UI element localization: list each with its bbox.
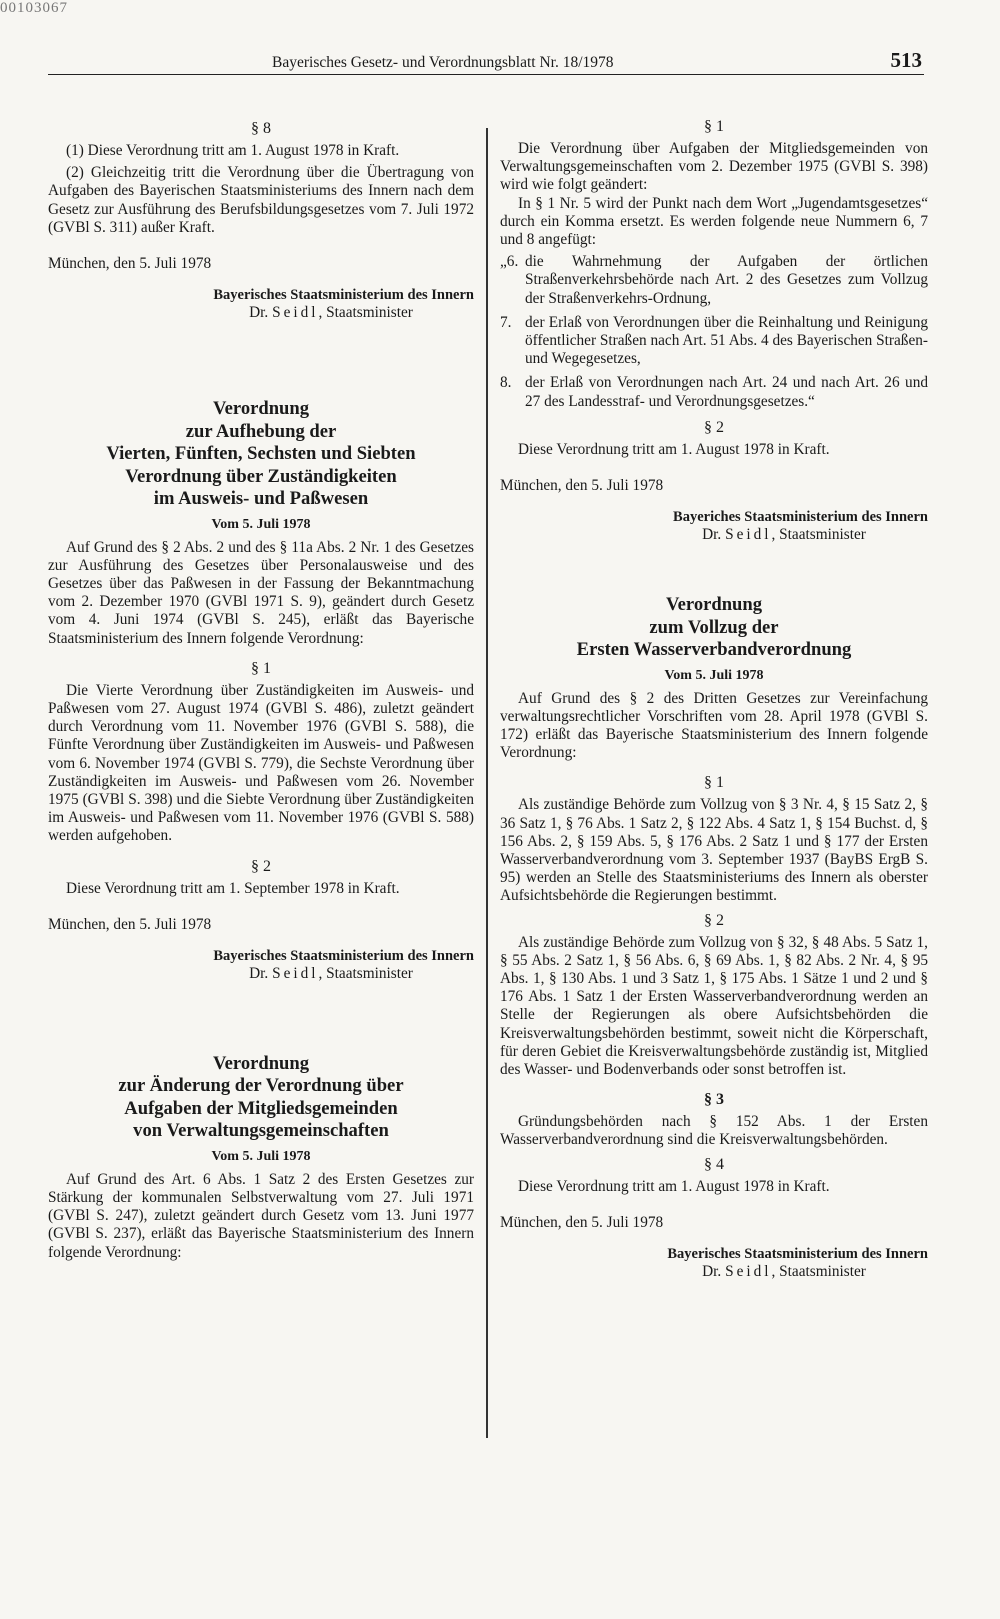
right-column (500, 118, 928, 1281)
title-line: Aufgaben der Mitgliedsgemeinden (124, 1097, 398, 1119)
item-text: der Erlaß von Verordnungen nach Art. 24 und nach Art. 26 und 27 des Landesstraf- und Verordnungsgesetzes.“ (525, 374, 928, 410)
paragraph: Die Vierte Verordnung über Zuständigkeiten im Ausweis- und Paßwesen vom 27. August 1974 (GVBl S. 486), zuletzt geändert durch Verordnung vom 11. November 1976 (GVBl S. 588), die Fünfte Verordnung über Zuständigkeiten im Ausweis- und Paßwesen vom 6. November 1974 (GVBl S. 779), die Sechste Verordnung über Zuständigkeiten im Ausweis- und Paßwesen vom 26. November 1975 (GVBl S. 398) und die Siebte Verordnung über Zuständigkeiten im Ausweis- und Paßwesen vom 11. November 1976 (GVBl S. 588) werden aufgehoben. (48, 681, 474, 845)
signer-prefix: Dr. (702, 526, 722, 544)
left-column (48, 120, 474, 1262)
title-line: Vierten, Fünften, Sechsten und Siebten (106, 443, 416, 465)
signer-name: Seidl (272, 304, 319, 322)
title-line: Ersten Wasserverbandverordnung (576, 639, 852, 661)
signature (188, 965, 474, 983)
paragraph: In § 1 Nr. 5 wird der Punkt nach dem Wort „Jugendamtsgesetzes“ durch ein Komma ersetzt. Es werden folgende neue Nummern 6, 7 und 8 angefügt: (500, 194, 928, 249)
title-line: Verordnung (665, 594, 763, 616)
place-date: München, den 5. Juli 1978 (48, 915, 212, 933)
signer-name: Seidl (272, 964, 319, 982)
paragraph: Die Verordnung über Aufgaben der Mitgliedsgemeinden von Verwaltungsgemeinschaften vom 2. Dezember 1975 (GVBl S. 398) wird wie folgt geändert: (500, 140, 928, 194)
page-id: 00103067 (0, 0, 68, 16)
preamble: Auf Grund des Art. 6 Abs. 1 Satz 2 des Ersten Gesetzes zur Stärkung der kommunalen Selbstverwaltung vom 27. Juli 1971 (GVBl S. 247), zuletzt geändert durch Gesetz vom 13. Juni 1977 (GVBl S. 237), erläßt das Bayerische Staatsministerium des Innern folgende Verordnung: (48, 1170, 474, 1261)
header-title: Bayerisches Gesetz- und Verordnungsblatt Nr. 18/1978 (272, 54, 614, 71)
title-line: Verordnung (212, 398, 310, 420)
item-number: 7. (500, 313, 512, 331)
title-line: zur Änderung der Verordnung über (118, 1075, 404, 1097)
item-text: der Erlaß von Verordnungen über die Reinhaltung und Reinigung öffentlicher Straßen nach Art. 51 Abs. 4 des Bayerischen Straßen- und Wegegesetzes, (525, 313, 928, 368)
signer-role: , Staatsminister (318, 304, 413, 322)
section-heading: § 2 (704, 418, 724, 436)
authority: Bayerisches Staatsministerium des Innern (213, 947, 474, 964)
item-text: die Wahrnehmung der Aufgaben der örtlichen Straßenverkehrsbehörde nach Art. 2 des Gesetzes zum Vollzug der Straßenverkehrs-Ordnung, (525, 253, 928, 307)
ordinance-date: Vom 5. Juli 1978 (211, 1148, 311, 1164)
signature (188, 304, 474, 322)
item-number: 8. (500, 374, 512, 392)
signer-prefix: Dr. (249, 304, 269, 322)
paragraph: Gründungsbehörden nach § 152 Abs. 1 der Ersten Wasserverbandverordnung sind die Kreisverwaltungsbehörden. (500, 1113, 928, 1149)
authority: Bayeriches Staatsministerium des Innern (673, 509, 928, 526)
list-item (500, 314, 928, 369)
title-line: Verordnung (212, 1052, 310, 1074)
section-heading: § 1 (251, 659, 271, 677)
paragraph: Als zuständige Behörde zum Vollzug von § 32, § 48 Abs. 5 Satz 1, § 55 Abs. 2 Satz 1, § 56 Abs. 6, § 69 Abs. 1, § 82 Abs. 2 Nr. 4, § 95 Abs. 1, § 130 Abs. 1 und 3 Satz 1, § 175 Abs. 1 Sätze 1 und 2 und § 176 Abs. 1 Satz 1 der Ersten Wasserverbandverordnung werden an Stelle der Regierungen als obere Aufsichtsbehörden die Kreisverwaltungsbehörden bestimmt, soweit nicht die Körperschaft, für deren Gebiet die Kreisverwaltungsbehörde zuständig ist, Mitglied des Wasser- und Bodenverbands oder sonst betroffen ist. (500, 933, 928, 1078)
section-heading: § 2 (704, 911, 724, 929)
title-line: von Verwaltungsgemeinschaften (133, 1120, 389, 1142)
place-date: München, den 5. Juli 1978 (500, 477, 664, 495)
section-heading: § 4 (704, 1155, 724, 1173)
paragraph: (2) Gleichzeitig tritt die Verordnung über die Übertragung von Aufgaben des Bayerischen Staatsministeriums des Innern nach dem Gesetz zur Ausführung des Berufsbildungsgesetzes vom 7. Juli 1972 (GVBl S. 311) außer Kraft. (48, 164, 474, 236)
preamble: Auf Grund des § 2 des Dritten Gesetzes zur Vereinfachung verwaltungsrechtlicher Vorschriften vom 28. April 1978 (GVBl S. 172) erläßt das Bayerische Staatsministerium des Innern folgende Verordnung: (500, 689, 928, 762)
title-line: zur Aufhebung der (185, 420, 337, 442)
signer-role: , Staatsminister (318, 964, 413, 982)
list-item (500, 374, 928, 410)
item-number: „6. (500, 253, 519, 271)
paragraph: Diese Verordnung tritt am 1. August 1978 in Kraft. (518, 440, 830, 458)
paragraph: Als zuständige Behörde zum Vollzug von § 3 Nr. 4, § 15 Satz 2, § 36 Satz 1, § 76 Abs. 1 Satz 2, § 122 Abs. 4 Satz 1, § 154 Buchst. d, § 156 Abs. 2, § 159 Abs. 5, § 176 Abs. 2 Satz 1 und § 177 der Ersten Wasserverbandverordnung vom 3. September 1937 (BayBS ErgB S. 95) werden an Stelle des Staatsministeriums des Innern als oberster Aufsichtsbehörde die Regierungen bestimmt. (500, 796, 928, 905)
place-date: München, den 5. Juli 1978 (48, 255, 212, 273)
signature (640, 1263, 928, 1281)
section-heading: § 1 (704, 774, 724, 792)
title-line: Verordnung über Zuständigkeiten (125, 465, 397, 487)
section-heading: § 3 (704, 1091, 724, 1109)
paragraph: Diese Verordnung tritt am 1. August 1978 in Kraft. (518, 1177, 830, 1195)
signer-name: Seidl (725, 526, 772, 544)
place-date: München, den 5. Juli 1978 (500, 1213, 664, 1231)
ordinance-date: Vom 5. Juli 1978 (664, 667, 764, 683)
paragraph: Diese Verordnung tritt am 1. September 1978 in Kraft. (66, 879, 400, 897)
signer-prefix: Dr. (249, 964, 269, 982)
signature (640, 526, 928, 544)
title-line: im Ausweis- und Paßwesen (153, 488, 369, 510)
amendment-list (500, 253, 928, 411)
authority: Bayerisches Staatsministerium des Innern (667, 1245, 928, 1262)
signer-role: , Staatsminister (771, 1262, 866, 1280)
list-item (500, 253, 928, 308)
column-divider (486, 128, 488, 1438)
section-heading: § 2 (251, 857, 271, 875)
ordinance-title (48, 398, 474, 511)
page-number: 513 (890, 48, 922, 72)
section-heading: § 8 (251, 120, 271, 137)
preamble: Auf Grund des § 2 Abs. 2 und des § 11a Abs. 2 Nr. 1 des Gesetzes zur Ausführung des Gesetzes über Personalausweise und des Gesetzes über das Paßwesen in der Fassung der Bekanntmachung vom 2. Dezember 1970 (GVBl 1971 S. 9), geändert durch Gesetz vom 4. Juni 1974 (GVBl S. 245), erläßt das Bayerische Staatsministerium des Innern folgende Verordnung: (48, 538, 474, 647)
signer-prefix: Dr. (702, 1262, 722, 1280)
title-line: zum Vollzug der (649, 616, 779, 638)
ordinance-title (48, 1053, 474, 1143)
section-heading: § 1 (704, 118, 724, 135)
ordinance-title (500, 594, 928, 662)
signer-role: , Staatsminister (771, 526, 866, 544)
page-header (48, 44, 924, 75)
authority: Bayerisches Staatsministerium des Innern (213, 287, 474, 304)
paragraph: (1) Diese Verordnung tritt am 1. August 1978 in Kraft. (66, 142, 400, 159)
ordinance-date: Vom 5. Juli 1978 (211, 516, 311, 532)
signer-name: Seidl (725, 1262, 772, 1280)
